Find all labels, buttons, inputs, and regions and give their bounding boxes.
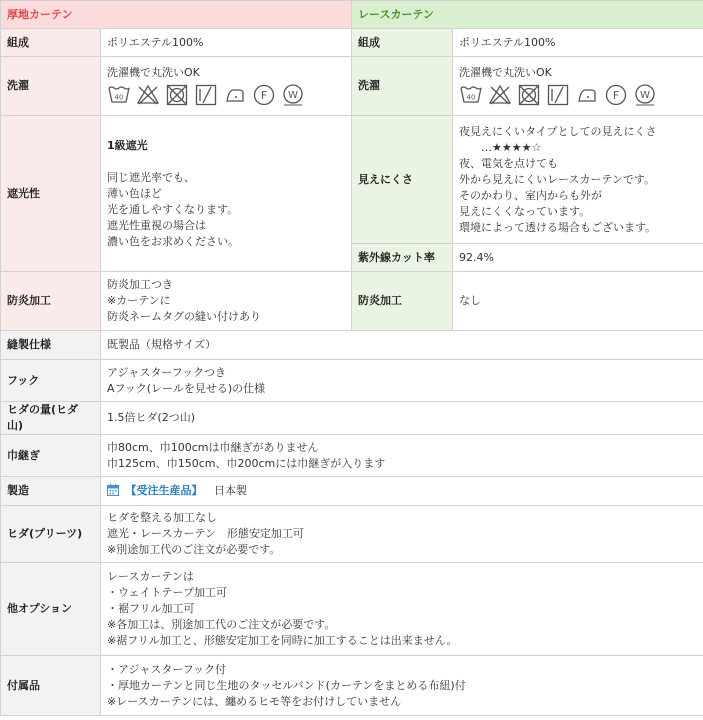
- iron-low-icon: [223, 83, 247, 107]
- options-line: ・ウェイトテープ加工可: [107, 586, 228, 599]
- no-bleach-icon: [136, 83, 160, 107]
- dry-clean-f-icon: [604, 83, 628, 107]
- hook-line: Aフック(レールを見せる)の仕様: [107, 381, 266, 395]
- thick-composition-label: 組成: [1, 29, 101, 57]
- thick-washing-value: 洗濯機で丸洗いOK: [107, 66, 200, 79]
- lace-washing-label: 洗濯: [352, 57, 453, 116]
- lace-visibility-line: そのかわり、室内からも外が: [459, 188, 603, 202]
- lace-care-icons: [459, 83, 697, 107]
- thick-shading-cell: [101, 116, 352, 272]
- lace-curtain-header: レースカーテン: [352, 1, 703, 29]
- seam-cell: [101, 435, 703, 477]
- sewing-value: 既製品（規格サイズ）: [101, 331, 703, 360]
- manufacture-cell: [101, 477, 703, 506]
- thick-washing-cell: [101, 57, 352, 116]
- wet-clean-w-icon: [633, 83, 657, 107]
- svg-text:W: W: [288, 90, 298, 101]
- lace-composition-value: ポリエステル100%: [453, 29, 703, 57]
- thick-washing-label: 洗濯: [1, 57, 101, 116]
- thick-flame-line: ※カーテンに: [107, 294, 171, 307]
- options-line: レースカーテンは: [107, 570, 194, 583]
- thick-shading-line: 濃い色をお求めください。: [107, 234, 239, 248]
- pleat-label: ヒダ(プリーツ): [1, 506, 101, 563]
- pleat-amount-label: ヒダの量(ヒダ山): [1, 402, 101, 435]
- lace-washing-cell: [453, 57, 703, 116]
- no-bleach-icon: [488, 83, 512, 107]
- thick-composition-value: ポリエステル100%: [101, 29, 352, 57]
- lace-visibility-cell: [453, 116, 703, 244]
- options-label: 他オプション: [1, 563, 101, 656]
- accessories-line: ・厚地カーテンと同じ生地のタッセルバンド(カーテンをまとめる布紐)付: [107, 678, 466, 692]
- thick-flame-line: 防炎加工つき: [107, 278, 173, 291]
- seam-line: 巾80cm、巾100cmは巾継ぎがありません: [107, 440, 319, 454]
- svg-text:F: F: [260, 89, 268, 102]
- accessories-line: ※レースカーテンには、纏めるヒモ等をお付けしていません: [107, 694, 402, 708]
- thick-care-icons: [107, 83, 345, 107]
- lace-visibility-line: 外から見えにくいレースカーテンです。: [459, 172, 656, 186]
- accessories-cell: [101, 656, 703, 716]
- thick-shading-line: 同じ遮光率でも、: [107, 170, 195, 184]
- options-line: ※各加工は、別途加工代のご注文が必要です。: [107, 618, 336, 631]
- accessories-line: ・アジャスターフック付: [107, 662, 227, 676]
- calendar-icon: [107, 484, 119, 496]
- lace-visibility-label: 見えにくさ: [352, 116, 453, 244]
- dry-clean-f-icon: [252, 83, 276, 107]
- pleat-line: ※別途加工代のご注文が必要です。: [107, 543, 281, 556]
- manufacture-value: 日本製: [214, 484, 247, 497]
- hook-cell: [101, 360, 703, 402]
- pleat-amount-value: 1.5倍ヒダ(2つ山): [101, 402, 703, 435]
- manufacture-label: 製造: [1, 477, 101, 506]
- lace-uv-label: 紫外線カット率: [352, 244, 453, 272]
- spec-table: [0, 330, 703, 716]
- svg-text:40: 40: [114, 93, 124, 102]
- thick-shading-line: 薄い色ほど: [107, 186, 162, 200]
- seam-line: 巾125cm、巾150cm、巾200cmには巾継ぎが入ります: [107, 456, 386, 470]
- thick-shading-line: 遮光性重視の場合は: [107, 218, 206, 232]
- lace-flame-value: なし: [453, 272, 703, 331]
- options-cell: [101, 563, 703, 656]
- thick-flame-label: 防炎加工: [1, 272, 101, 331]
- no-tumble-dry-icon: [517, 83, 541, 107]
- pleat-cell: [101, 506, 703, 563]
- lace-uv-value: 92.4%: [453, 244, 703, 272]
- no-tumble-dry-icon: [165, 83, 189, 107]
- thick-shading-label: 遮光性: [1, 116, 101, 272]
- line-dry-icon: [194, 83, 218, 107]
- pleat-line: 遮光・レースカーテン 形態安定加工可: [107, 527, 304, 540]
- wet-clean-w-icon: [281, 83, 305, 107]
- options-line: ※裾フリル加工と、形態安定加工を同時に加工することは出来ません。: [107, 634, 458, 647]
- lace-visibility-line: 環境によって透ける場合もございます。: [459, 220, 657, 234]
- wash-tub-40-icon: [459, 83, 483, 107]
- wash-tub-40-icon: [107, 83, 131, 107]
- hook-label: フック: [1, 360, 101, 402]
- iron-low-icon: [575, 83, 599, 107]
- lace-washing-value: 洗濯機で丸洗いOK: [459, 66, 552, 79]
- thick-flame-cell: [101, 272, 352, 331]
- sewing-label: 縫製仕様: [1, 331, 101, 360]
- seam-label: 巾継ぎ: [1, 435, 101, 477]
- made-to-order-badge: 【受注生産品】: [125, 484, 203, 497]
- product-compare-table: [0, 0, 703, 331]
- lace-flame-label: 防炎加工: [352, 272, 453, 331]
- thick-curtain-header: 厚地カーテン: [1, 1, 352, 29]
- lace-visibility-line: 夜、電気を点けても: [459, 156, 559, 170]
- lace-visibility-line: 見えにくくなっています。: [459, 204, 591, 218]
- svg-text:W: W: [640, 90, 650, 101]
- thick-flame-line: 防炎ネームタグの縫い付けあり: [107, 310, 261, 323]
- svg-text:40: 40: [466, 93, 476, 102]
- thick-shading-line: 光を通しやすくなります。: [107, 202, 239, 216]
- hook-line: アジャスターフックつき: [107, 365, 227, 379]
- thick-shading-grade: 1級遮光: [107, 138, 148, 152]
- lace-visibility-line: 夜見えにくいタイプとしての見えにくさ: [459, 124, 657, 138]
- line-dry-icon: [546, 83, 570, 107]
- svg-text:F: F: [612, 89, 620, 102]
- lace-composition-label: 組成: [352, 29, 453, 57]
- lace-visibility-rating: …★★★★☆: [459, 140, 542, 154]
- accessories-label: 付属品: [1, 656, 101, 716]
- options-line: ・裾フリル加工可: [107, 602, 195, 615]
- pleat-line: ヒダを整える加工なし: [107, 511, 217, 524]
